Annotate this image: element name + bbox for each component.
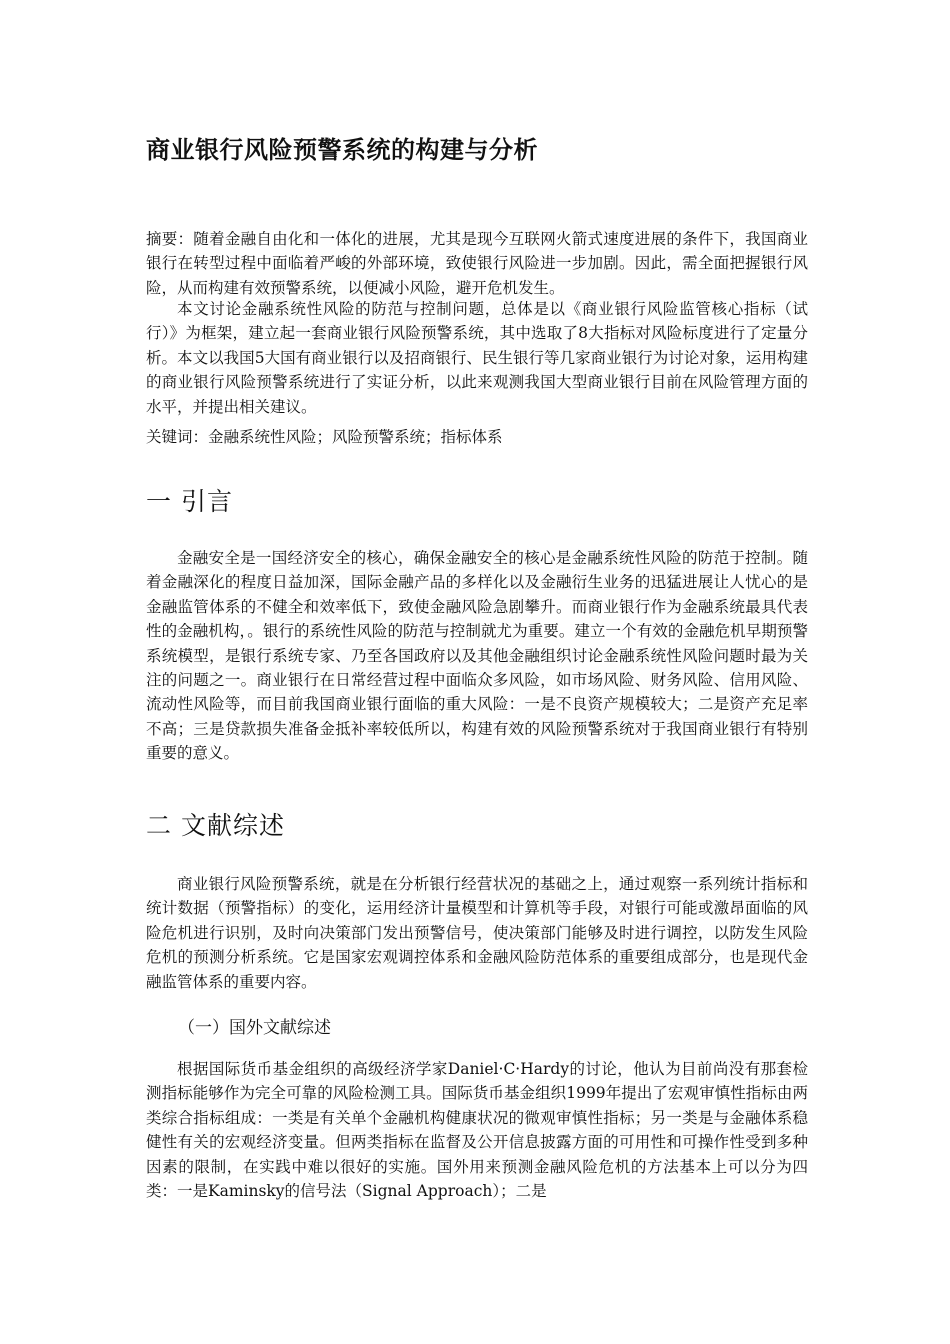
subsection-heading-foreign-literature: （一）国外文献综述 xyxy=(178,1018,331,1038)
abstract-paragraph: 摘要：随着金融自由化和一体化的进展，尤其是现今互联网火箭式速度进展的条件下，我国商业银行在转型过程中面临着严峻的外部环境，致使银行风险进一步加剧。因此，需全面把握银行风险，从而构建有效预警系统，以便减小风险，避开危机发生。 xyxy=(146,230,808,297)
section-heading-introduction: 一 引言 xyxy=(146,487,233,516)
document-title: 商业银行风险预警系统的构建与分析 xyxy=(146,135,538,164)
abstract-paragraph-2: 本文讨论金融系统性风险的防范与控制问题，总体是以《商业银行风险监管核心指标（试行）》为框架，建立起一套商业银行风险预警系统，其中选取了8大指标对风险标度进行了定量分析。本文以我国5大国有商业银行以及招商银行、民生银行等几家商业银行为讨论对象，运用构建的商业银行风险预警系统进行了实证分析，以此来观测我国大型商业银行目前在风险管理方面的水平，并提出相关建议。 xyxy=(146,300,808,416)
section-heading-literature-review: 二 文献综述 xyxy=(146,811,285,840)
keywords: 关键词：金融系统性风险；风险预警系统；指标体系 xyxy=(146,428,503,446)
literature-review-paragraph: 商业银行风险预警系统，就是在分析银行经营状况的基础之上，通过观察一系列统计指标和统计数据（预警指标）的变化，运用经济计量模型和计算机等手段，对银行可能或激昂面临的风险危机进行识别，及时向决策部门发出预警信号，使决策部门能够及时进行调控，以防发生风险危机的预测分析系统。它是国家宏观调控体系和金融风险防范体系的重要组成部分，也是现代金融监管体系的重要内容。 xyxy=(146,875,808,991)
foreign-literature-paragraph: 根据国际货币基金组织的高级经济学家Daniel·C·Hardy的讨论，他认为目前尚没有那套检测指标能够作为完全可靠的风险检测工具。国际货币基金组织1999年提出了宏观审慎性指标由两类综合指标组成：一类是有关单个金融机构健康状况的微观审慎性指标；另一类是与金融体系稳健性有关的宏观经济变量。但两类指标在监督及公开信息披露方面的可用性和可操作性受到多种因素的限制，在实践中难以很好的实施。国外用来预测金融风险危机的方法基本上可以分为四类：一是Kaminsky的信号法（Signal Approach）；二是 xyxy=(146,1060,808,1201)
introduction-paragraph: 金融安全是一国经济安全的核心，确保金融安全的核心是金融系统性风险的防范于控制。随着金融深化的程度日益加深，国际金融产品的多样化以及金融衍生业务的迅猛进展让人忧心的是金融监管体系的不健全和效率低下，致使金融风险急剧攀升。而商业银行作为金融系统最具代表性的金融机构，。银行的系统性风险的防范与控制就尤为重要。建立一个有效的金融危机早期预警系统模型，是银行系统专家、乃至各国政府以及其他金融组织讨论金融系统性风险问题时最为关注的问题之一。商业银行在日常经营过程中面临众多风险，如市场风险、财务风险、信用风险、流动性风险等，而目前我国商业银行面临的重大风险：一是不良资产规模较大；二是资产充足率不高；三是贷款损失准备金抵补率较低所以，构建有效的风险预警系统对于我国商业银行有特别重要的意义。 xyxy=(146,549,808,763)
